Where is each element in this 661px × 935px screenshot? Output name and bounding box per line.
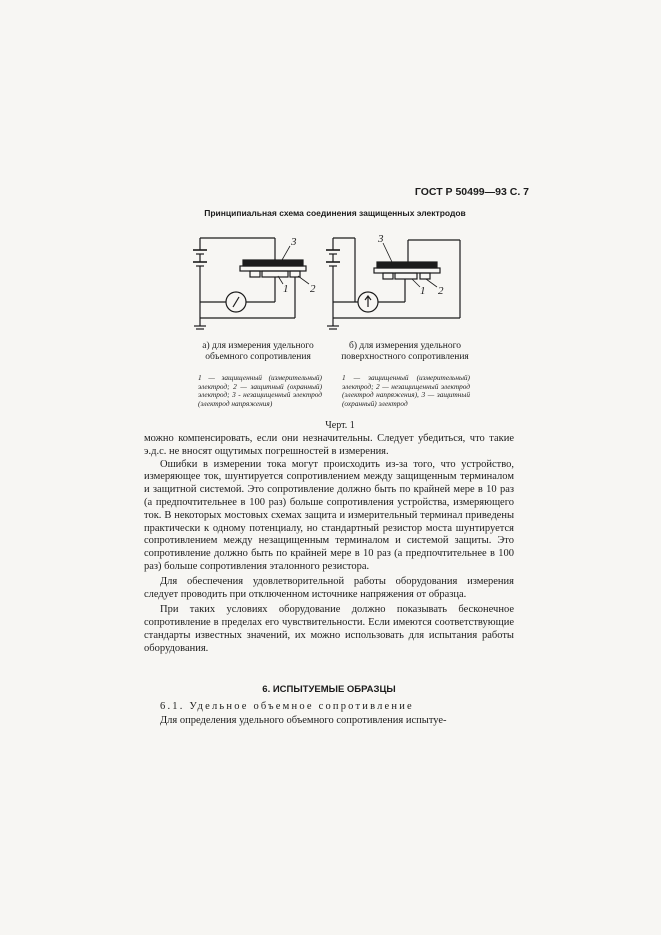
section-heading: 6. ИСПЫТУЕМЫЕ ОБРАЗЦЫ [262,684,396,695]
left-label-3: 3 [291,236,297,248]
left-label-1: 1 [283,283,289,295]
subsection-heading: 6.1. Удельное объемное сопротивление [160,701,414,712]
right-label-3: 3 [378,233,384,245]
paragraph: Для определения удельного объемного сопротивления испытуе- [160,715,447,726]
legend-right: 1 — защищенный (измерительный) электрод; 2 — незащищенный электрод (электрод напряжения), 3 — защитный (охранный) электрод [342,373,470,408]
caption-right: б) для измерения удельного поверхностного сопротивления [341,341,469,362]
left-label-2: 2 [310,283,316,295]
paragraph: Для обеспечения удовлетворительной работы оборудования измерения следует проводить при отключенном источнике напряжения от образца. [144,575,514,600]
body-text [144,433,514,656]
right-label-1: 1 [420,285,426,297]
paragraph: можно компенсировать, если они незначительны. Следует убедиться, что такие э.д.с. не вносят ощутимых погрешностей в измерения. [144,433,514,457]
right-label-2: 2 [438,285,444,297]
paragraph: При таких условиях оборудование должно показывать бесконечное сопротивление в пределах его чувствительности. Если имеются соответствующие стандарты известных значений, их можно использовать для испытания работы оборудования. [144,604,514,654]
diagram-left [193,238,309,329]
caption-left: а) для измерения удельного объемного сопротивления [202,341,314,362]
figure-title: Принципиальная схема соединения защищенных электродов [204,208,466,218]
page-header: ГОСТ Р 50499—93 С. 7 [414,186,529,198]
paragraph: Ошибки в измерении тока могут происходить из-за того, что устройство, измеряющее ток, шунтируется сопротивлением между защищенным терминалом и защитной системой. Это сопротивление должно быть по крайней мере в 10 раз (а предпочтительнее в 100 раз) больше сопротивления устройства, измеряющего ток. В некоторых мостовых схемах защита и измерительный терминал приведены практически к одному потенциалу, но стандартный резистор моста шунтируется сопротивлением между незащищенным терминалом и системой защиты. Это сопротивление должно быть по крайней мере в 10 раз (а предпочтительнее в 100 раз) больше сопротивления эталонного резистора. [144,458,514,572]
figure-number: Черт. 1 [325,420,355,431]
diagram-right [326,238,460,329]
legend-left: 1 — защищенный (измерительный) электрод; 2 — защитный (охранный) электрод; 3 - незащищенный электрод (электрод напряжения) [198,373,322,408]
